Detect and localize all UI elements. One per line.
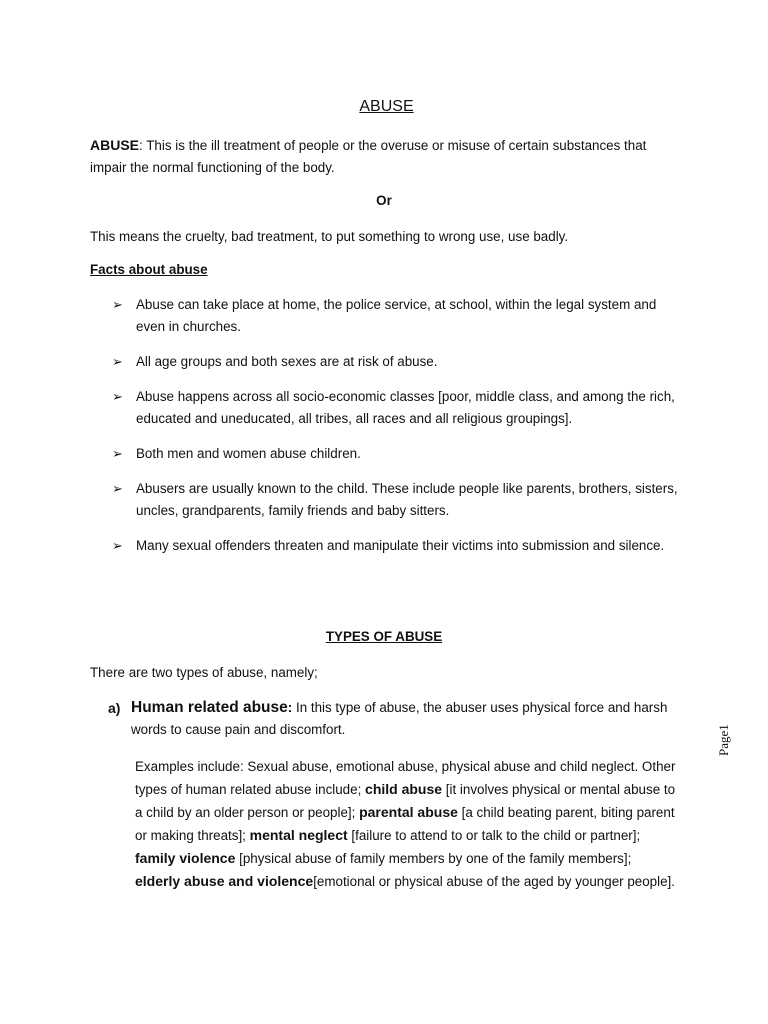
type-a-body (131, 697, 688, 741)
document-title-text: ABUSE (359, 98, 414, 115)
fact-text: Many sexual offenders threaten and manipulate their victims into submission and silence. (136, 538, 665, 553)
examples-paragraph (135, 756, 680, 893)
term-child-abuse: child abuse (365, 781, 443, 797)
list-item (112, 478, 682, 522)
list-item (112, 535, 682, 557)
arrow-bullet-icon: ➢ (112, 389, 123, 404)
page-number-value: 1 (716, 724, 731, 731)
definition-paragraph (90, 134, 680, 179)
facts-heading-text: Facts about abuse (90, 262, 208, 277)
alt-definition-paragraph: This means the cruelty, bad treatment, to put something to wrong use, use badly. (90, 229, 569, 244)
type-a-lead: Human related abuse (131, 699, 288, 716)
arrow-bullet-icon: ➢ (112, 538, 123, 553)
type-a-colon: : (287, 700, 293, 715)
arrow-bullet-icon: ➢ (112, 297, 123, 312)
type-a-item (108, 697, 688, 741)
types-heading-text: TYPES OF ABUSE (325, 629, 443, 644)
facts-heading (90, 259, 680, 281)
arrow-bullet-icon: ➢ (112, 354, 123, 369)
fact-text: Abuse happens across all socio-economic classes [poor, middle class, and among the rich, educated and uneducated, all tribes, all races and all religious groupings]. (136, 389, 675, 426)
examples-intro: Examples include: Sexual abuse, emotional abuse, physical abuse and child neglect. Other types of human related abuse include; (135, 759, 676, 797)
desc-child-abuse: [it involves physical or mental abuse to a child by an older person or people]; (135, 782, 676, 820)
term-mental-neglect: mental neglect (249, 827, 348, 843)
fact-text: Both men and women abuse children. (136, 446, 361, 461)
list-item (112, 294, 682, 338)
fact-text: Abusers are usually known to the child. These include people like parents, brothers, sisters, uncles, grandparents, family friends and baby sitters. (136, 481, 678, 518)
types-intro: There are two types of abuse, namely; (90, 665, 318, 680)
list-item (112, 386, 682, 430)
desc-elderly-abuse: [emotional or physical abuse of the aged by younger people]. (313, 874, 675, 889)
desc-parental-abuse: [a child beating parent, biting parent or making threats]; (135, 805, 675, 843)
arrow-bullet-icon: ➢ (112, 446, 123, 461)
term-elderly-abuse: elderly abuse and violence (135, 873, 314, 889)
facts-list (112, 294, 682, 570)
desc-mental-neglect: [failure to attend to or talk to the child or partner]; (347, 828, 641, 843)
term-family-violence: family violence (135, 850, 236, 866)
term-parental-abuse: parental abuse (359, 804, 458, 820)
definition-text: : This is the ill treatment of people or the overuse or misuse of certain substances that impair the normal functioning of the body. (90, 138, 647, 175)
document-title (0, 96, 768, 118)
desc-family-violence: [physical abuse of family members by one of the family members]; (235, 851, 632, 866)
type-a-text: In this type of abuse, the abuser uses physical force and harsh words to cause pain and discomfort. (131, 700, 668, 737)
definition-term: ABUSE (90, 137, 140, 153)
types-heading (0, 626, 768, 648)
list-item (112, 443, 682, 465)
arrow-bullet-icon: ➢ (112, 481, 123, 496)
list-item (112, 351, 682, 373)
type-a-marker: a) (108, 700, 121, 716)
page-number (716, 724, 732, 756)
page-label: Page (716, 730, 731, 756)
fact-text: Abuse can take place at home, the police service, at school, within the legal system and even in churches. (136, 297, 657, 334)
or-separator: Or (376, 193, 392, 208)
fact-text: All age groups and both sexes are at risk of abuse. (136, 354, 438, 369)
